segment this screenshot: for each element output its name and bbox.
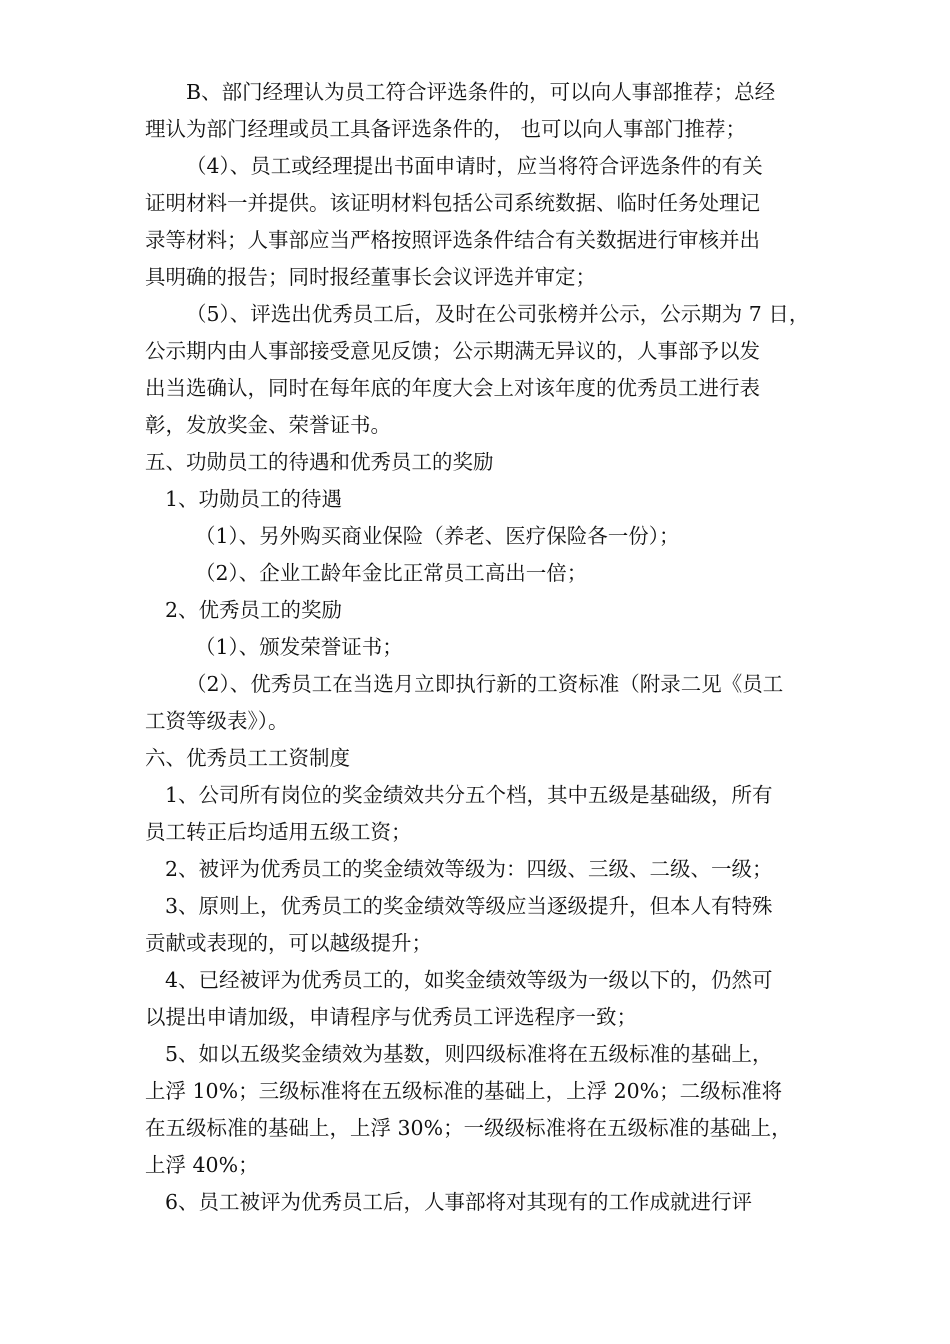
text-line: 具明确的报告；同时报经董事长会议评选并审定；: [145, 265, 596, 289]
text-line: 以提出申请加级，申请程序与优秀员工评选程序一致；: [145, 1005, 637, 1029]
text-line: （4）、员工或经理提出书面申请时，应当将符合评选条件的有关: [186, 154, 763, 178]
text-line: 录等材料；人事部应当严格按照评选条件结合有关数据进行审核并出: [145, 228, 760, 252]
list-item: （2）、企业工龄年金比正常员工高出一倍；: [195, 561, 588, 585]
text-line: 上浮 10%；三级标准将在五级标准的基础上，上浮 20%；二级标准将: [145, 1079, 783, 1103]
text-line: B、部门经理认为员工符合评选条件的，可以向人事部推荐；总经: [186, 80, 776, 104]
text-line: 贡献或表现的，可以越级提升；: [145, 931, 432, 955]
text-line: 员工转正后均适用五级工资；: [145, 820, 412, 844]
text-line: 在五级标准的基础上，上浮 30%；一级级标准将在五级标准的基础上，: [145, 1116, 792, 1140]
text-line: 上浮 40%；: [145, 1153, 259, 1177]
list-item: 1、公司所有岗位的奖金绩效共分五个档，其中五级是基础级，所有: [165, 783, 773, 807]
text-line: 理认为部门经理或员工具备评选条件的， 也可以向人事部门推荐；: [145, 117, 747, 141]
list-item: 2、被评为优秀员工的奖金绩效等级为：四级、三级、二级、一级；: [165, 857, 773, 881]
document-body: [145, 74, 815, 1221]
section-heading: 五、功勋员工的待遇和优秀员工的奖励: [145, 450, 494, 474]
text-line: 公示期内由人事部接受意见反馈；公示期满无异议的，人事部予以发: [145, 339, 760, 363]
list-item: （1）、颁发荣誉证书；: [195, 635, 403, 659]
section-heading: 六、优秀员工工资制度: [145, 746, 350, 770]
text-line: 出当选确认，同时在每年底的年度大会上对该年度的优秀员工进行表: [145, 376, 760, 400]
list-item: （1）、另外购买商业保险（养老、医疗保险各一份）；: [195, 524, 680, 548]
list-item: 6、员工被评为优秀员工后，人事部将对其现有的工作成就进行评: [165, 1190, 753, 1214]
list-item: （2）、优秀员工在当选月立即执行新的工资标准（附录二见《员工: [186, 672, 784, 696]
list-item: 4、已经被评为优秀员工的，如奖金绩效等级为一级以下的，仍然可: [165, 968, 773, 992]
text-line: 彰，发放奖金、荣誉证书。: [145, 413, 391, 437]
text-line: （5）、评选出优秀员工后，及时在公司张榜并公示，公示期为 7 日，: [186, 302, 810, 326]
list-item: 3、原则上，优秀员工的奖金绩效等级应当逐级提升，但本人有特殊: [165, 894, 773, 918]
list-item: 5、如以五级奖金绩效为基数，则四级标准将在五级标准的基础上，: [165, 1042, 773, 1066]
subsection-heading: 2、优秀员工的奖励: [165, 598, 343, 622]
text-line: 工资等级表》）。: [145, 709, 289, 733]
subsection-heading: 1、功勋员工的待遇: [165, 487, 343, 511]
text-line: 证明材料一并提供。该证明材料包括公司系统数据、临时任务处理记: [145, 191, 760, 215]
